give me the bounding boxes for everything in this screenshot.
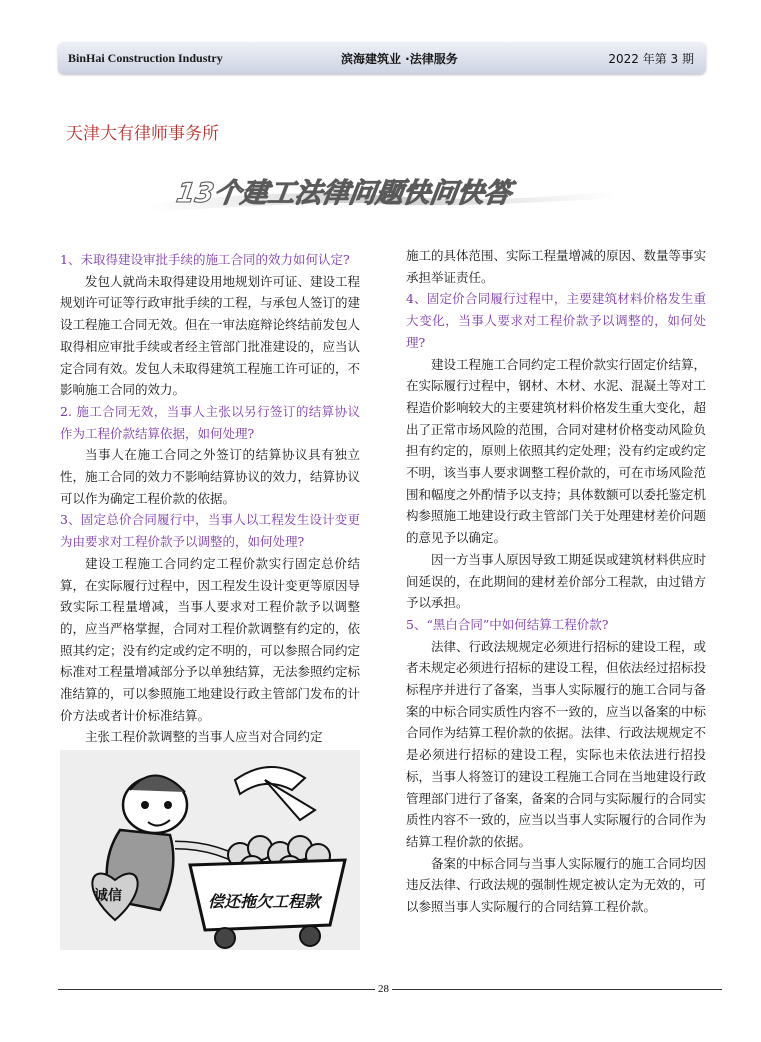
answer-paragraph: 发包人就尚未取得建设用地规划许可证、建设工程规划许可证等行政审批手续的工程，与承包人签订的建设工程施工合同无效。但在一审法庭辩论终结前发包人取得相应审批手续或者经主管部门批准建设的，应当认定合同有效。发包人未取得建筑工程施工许可证的，不影响施工合同的效力。 (60, 273, 361, 398)
right-column (406, 245, 706, 918)
cart-text: 偿还拖欠工程款 (208, 892, 321, 911)
cartoon-drawing (60, 750, 360, 950)
question-heading: 3、固定总价合同履行中，当事人以工程发生设计变更为由要求对工程价款予以调整的，如何处理? (60, 512, 360, 550)
header-section: 滨海建筑业 ·法律服务 (341, 52, 458, 66)
illustration (60, 750, 360, 950)
question-heading: 2. 施工合同无效，当事人主张以另行签订的结算协议作为工程价款结算依据，如何处理? (60, 403, 360, 441)
page-number: 28 (375, 983, 392, 995)
answer-paragraph: 因一方当事人原因导致工期延误或建筑材料供应时间延误的，在此期间的建材差价部分工程款，由过错方予以承担。 (406, 551, 707, 611)
article-title-banner (150, 168, 620, 218)
question-heading: 4、固定价合同履行过程中，主要建筑材料价格发生重大变化，当事人要求对工程价款予以调整的，如何处理? (406, 291, 706, 350)
cart-wheel (300, 926, 320, 946)
article-title: 13个建工法律问题快问快答 (174, 178, 514, 209)
answer-paragraph: 当事人在施工合同之外签订的结算协议具有独立性，施工合同的效力不影响结算协议的效力，结算协议可以作为确定工程价款的依据。 (60, 447, 361, 506)
heart-text: 诚信 (94, 888, 122, 904)
answer-paragraph: 建设工程施工合同约定工程价款实行固定价结算，在实际履行过程中，钢材、木材、水泥、混凝土等对工程造价影响较大的主要建筑材料价格发生重大变化，超出了正常市场风险的范围，合同对建材价格变动风险负担有约定的，原则上依照其约定处理；没有约定或约定不明，该当事人要求调整工程价款的，可在市场风险范围和幅度之外酌情予以支持；具体数额可以委托鉴定机构参照施工地建设行政主管部门关于处理建材差价问题的意见予以确定。 (406, 356, 707, 546)
answer-paragraph: 法律、行政法规规定必须进行招标的建设工程，或者未规定必须进行招标的建设工程，但依法经过招标投标程序并进行了备案，当事人实际履行的施工合同与备案的中标合同实质性内容不一致的，应当以备案的中标合同作为结算工程价款的依据。法律、行政法规规定不是必须进行招标的建设工程，实际也未依法进行招投标，当事人将签订的建设工程施工合同在当地建设行政管理部门进行了备案，备案的合同与实际履行的合同实质性内容不一致的，应当以当事人实际履行的合同作为结算工程价款的依据。 (406, 638, 707, 849)
header-bar (58, 42, 706, 74)
answer-paragraph: 主张工程价款调整的当事人应当对合同约定 (85, 729, 323, 745)
answer-paragraph: 建设工程施工合同约定工程价款实行固定总价结算，在实际履行过程中，因工程发生设计变更等原因导致实际工程量增减，当事人要求对工程价款予以调整的，应当严格掌握，合同对工程价款调整有约定的，依照其约定；没有约定或约定不明的，可以参照合同约定标准对工程量增减部分予以单独结算，无法参照约定标准结算的，可以参照施工地建设行政主管部门发布的计价方法或者计价标准结算。 (60, 555, 361, 723)
cart-wheel (215, 928, 235, 948)
question-heading: 5、“黑白合同”中如何结算工程价款? (406, 616, 609, 632)
header-issue: 2022 年第 3 期 (608, 52, 694, 66)
answer-paragraph: 备案的中标合同与当事人实际履行的施工合同均因违反法律、行政法规的强制性规定被认定为无效的，可以参照当事人实际履行的合同结算工程价款。 (406, 855, 707, 915)
header-magazine-name: BinHai Construction Industry (68, 51, 223, 65)
answer-paragraph: 施工的具体范围、实际工程量增减的原因、数量等事实承担举证责任。 (406, 248, 707, 285)
question-heading: 1、未取得建设审批手续的施工合同的效力如何认定? (60, 252, 350, 267)
left-column (60, 249, 360, 748)
law-firm-name: 天津大有律师事务所 (66, 124, 219, 144)
